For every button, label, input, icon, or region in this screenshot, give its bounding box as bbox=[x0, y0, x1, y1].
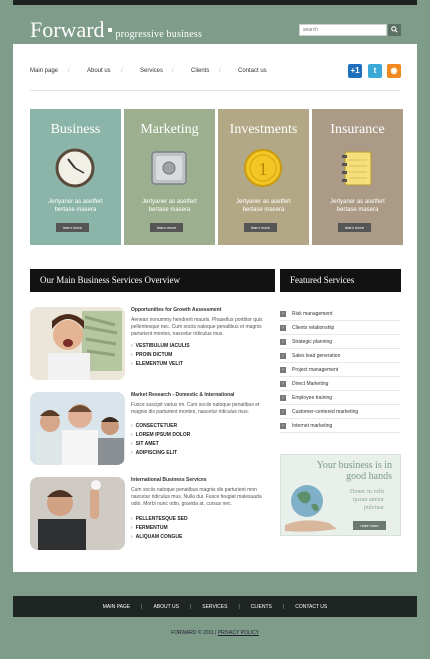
box-text: Jertyaner as asetfert bertase masera bbox=[142, 199, 197, 213]
box-text: Jertyaner as asetfert bertase masera bbox=[236, 199, 291, 213]
promo-title: Your business is in good hands bbox=[316, 460, 392, 482]
copyright bbox=[0, 630, 430, 636]
list-item[interactable]: › LOREM IPSUM DOLOR bbox=[131, 431, 190, 440]
clock-icon bbox=[54, 147, 96, 189]
nav-separator: / bbox=[68, 68, 70, 74]
search-icon bbox=[391, 26, 398, 33]
list-item[interactable]: › CONSECTETUER bbox=[131, 422, 190, 431]
footer-link-clients[interactable]: CLIENTS bbox=[250, 603, 272, 610]
featured-item-risk-management[interactable]: › Risk management bbox=[280, 307, 400, 321]
box-title: Business bbox=[50, 122, 101, 137]
footer-link-main-page[interactable]: MAIN PAGE bbox=[102, 603, 131, 610]
footer-nav bbox=[13, 596, 417, 617]
featured-item-clients-relationship[interactable]: › Clients relationship bbox=[280, 321, 400, 335]
overview-heading: Our Main Business Services Overview bbox=[30, 269, 275, 292]
box-text: Jertyaner as asetfert bertase masera bbox=[330, 199, 385, 213]
box-insurance bbox=[312, 109, 403, 245]
list-item[interactable]: › ADIPISCING ELIT bbox=[131, 449, 190, 458]
rss-icon[interactable]: ◉ bbox=[387, 64, 401, 78]
nav-separator: / bbox=[219, 68, 221, 74]
featured-item-internet-marketing[interactable]: › Internet marketing bbox=[280, 419, 400, 433]
nav-item-services[interactable]: Services bbox=[140, 68, 164, 74]
featured-item-project-management[interactable]: › Project management bbox=[280, 363, 400, 377]
featured-item-customer-centered-marketing[interactable]: › Customer-centered marketing bbox=[280, 405, 400, 419]
footer-link-contact-us[interactable]: CONTACT US bbox=[295, 603, 328, 610]
box-text: Jertyaner as asetfert bertase masera bbox=[48, 199, 103, 213]
nav-item-contact-us[interactable]: Contact us bbox=[238, 68, 267, 74]
service-image-market-research bbox=[30, 392, 125, 465]
service-list bbox=[131, 422, 190, 458]
plus-one-icon[interactable]: +1 bbox=[348, 64, 362, 78]
box-title: Marketing bbox=[140, 122, 199, 137]
footer-separator: | bbox=[282, 603, 285, 610]
service-image-growth bbox=[30, 307, 125, 380]
list-item[interactable]: › ELEMENTUM VELIT bbox=[131, 360, 190, 369]
learn-more-button[interactable]: learn more bbox=[338, 223, 371, 232]
search-button[interactable] bbox=[388, 24, 401, 36]
service-list bbox=[131, 515, 188, 542]
nav-item-clients[interactable]: Clients bbox=[191, 68, 210, 74]
featured-item-direct-marketing[interactable]: › Direct Marketing bbox=[280, 377, 400, 391]
learn-more-button[interactable]: learn more bbox=[244, 223, 277, 232]
promo-banner[interactable] bbox=[280, 454, 401, 536]
footer-link-about-us[interactable]: ABOUT US bbox=[153, 603, 179, 610]
nav-separator: / bbox=[121, 68, 123, 74]
service-text: Aenean nonummy hendrerit mauris. Phasellus porttitor quis pellentesque nec. Cum sociis natoque penatibus et magnis parturient montes, nascetur ridiculus mus. bbox=[131, 317, 263, 337]
learn-more-button[interactable]: learn more bbox=[56, 223, 89, 232]
box-business bbox=[30, 109, 121, 245]
content-card bbox=[13, 44, 417, 572]
featured-item-strategic-planning[interactable]: › Strategic planning bbox=[280, 335, 400, 349]
search-input[interactable] bbox=[299, 24, 387, 36]
promo-text: Donec in velit ipsum auctor pulvinar bbox=[350, 489, 384, 511]
service-text: Cum sociis natoque penatibus magnis dis parturient mon nascetur ridiculus mus. Nulla dui. Fusce feugiat malesuada odio. Morbi nunc odio, gravida at, cursus nec. bbox=[131, 487, 262, 507]
box-marketing bbox=[124, 109, 215, 245]
main-nav bbox=[30, 68, 267, 74]
box-title: Insurance bbox=[330, 122, 385, 137]
list-item[interactable]: › SIT AMET bbox=[131, 440, 190, 449]
service-text: Fusce suscipit varius mi. Cum sociis natoque penatibus et magnis dis parturient montes, nascetur ridiculus mus. bbox=[131, 402, 260, 415]
service-title: Opportunities for Growth Assessment bbox=[131, 307, 222, 313]
service-title: Market Research - Domestic & International bbox=[131, 392, 235, 398]
nav-item-about-us[interactable]: About us bbox=[87, 68, 111, 74]
footer-separator: | bbox=[189, 603, 192, 610]
featured-item-employee-training[interactable]: › Employee training bbox=[280, 391, 400, 405]
learn-more-button[interactable]: learn more bbox=[150, 223, 183, 232]
nav-item-main-page[interactable]: Main page bbox=[30, 68, 59, 74]
logo-name[interactable]: Forward bbox=[30, 17, 105, 42]
logo[interactable] bbox=[30, 17, 202, 43]
featured-item-sales-lead-generation[interactable]: › Sales lead generation bbox=[280, 349, 400, 363]
featured-heading: Featured Services bbox=[280, 269, 401, 292]
service-title: International Business Services bbox=[131, 477, 207, 483]
read-more-button[interactable]: read more bbox=[353, 521, 386, 530]
safe-icon bbox=[148, 147, 190, 189]
nav-separator: / bbox=[172, 68, 174, 74]
list-item[interactable]: › ALIQUAM CONGUE bbox=[131, 533, 188, 542]
privacy-policy-link[interactable]: PRIVACY POLICY bbox=[217, 630, 260, 636]
copyright-text: FORWARD © 2011 | bbox=[170, 630, 217, 636]
box-title: Investments bbox=[229, 122, 298, 137]
svg-text:1: 1 bbox=[258, 159, 268, 179]
nav-divider bbox=[30, 90, 400, 91]
list-item[interactable]: › PROIN DICTUM bbox=[131, 351, 190, 360]
logo-tagline: progressive business bbox=[115, 29, 203, 40]
service-list bbox=[131, 342, 190, 369]
top-bar bbox=[13, 0, 417, 5]
coin-icon bbox=[242, 147, 284, 189]
footer-separator: | bbox=[141, 603, 143, 610]
list-item[interactable]: › FERMENTUM bbox=[131, 524, 188, 533]
list-item[interactable]: › PELLENTESQUE SED bbox=[131, 515, 188, 524]
twitter-icon[interactable]: t bbox=[368, 64, 382, 78]
list-item[interactable]: › VESTIBULUM IACULIS bbox=[131, 342, 190, 351]
footer-link-services[interactable]: SERVICES bbox=[202, 603, 228, 610]
logo-dot bbox=[108, 28, 112, 32]
notebook-icon bbox=[336, 147, 378, 189]
footer-separator: | bbox=[238, 603, 240, 610]
service-image-international bbox=[30, 477, 125, 550]
box-investments bbox=[218, 109, 309, 245]
